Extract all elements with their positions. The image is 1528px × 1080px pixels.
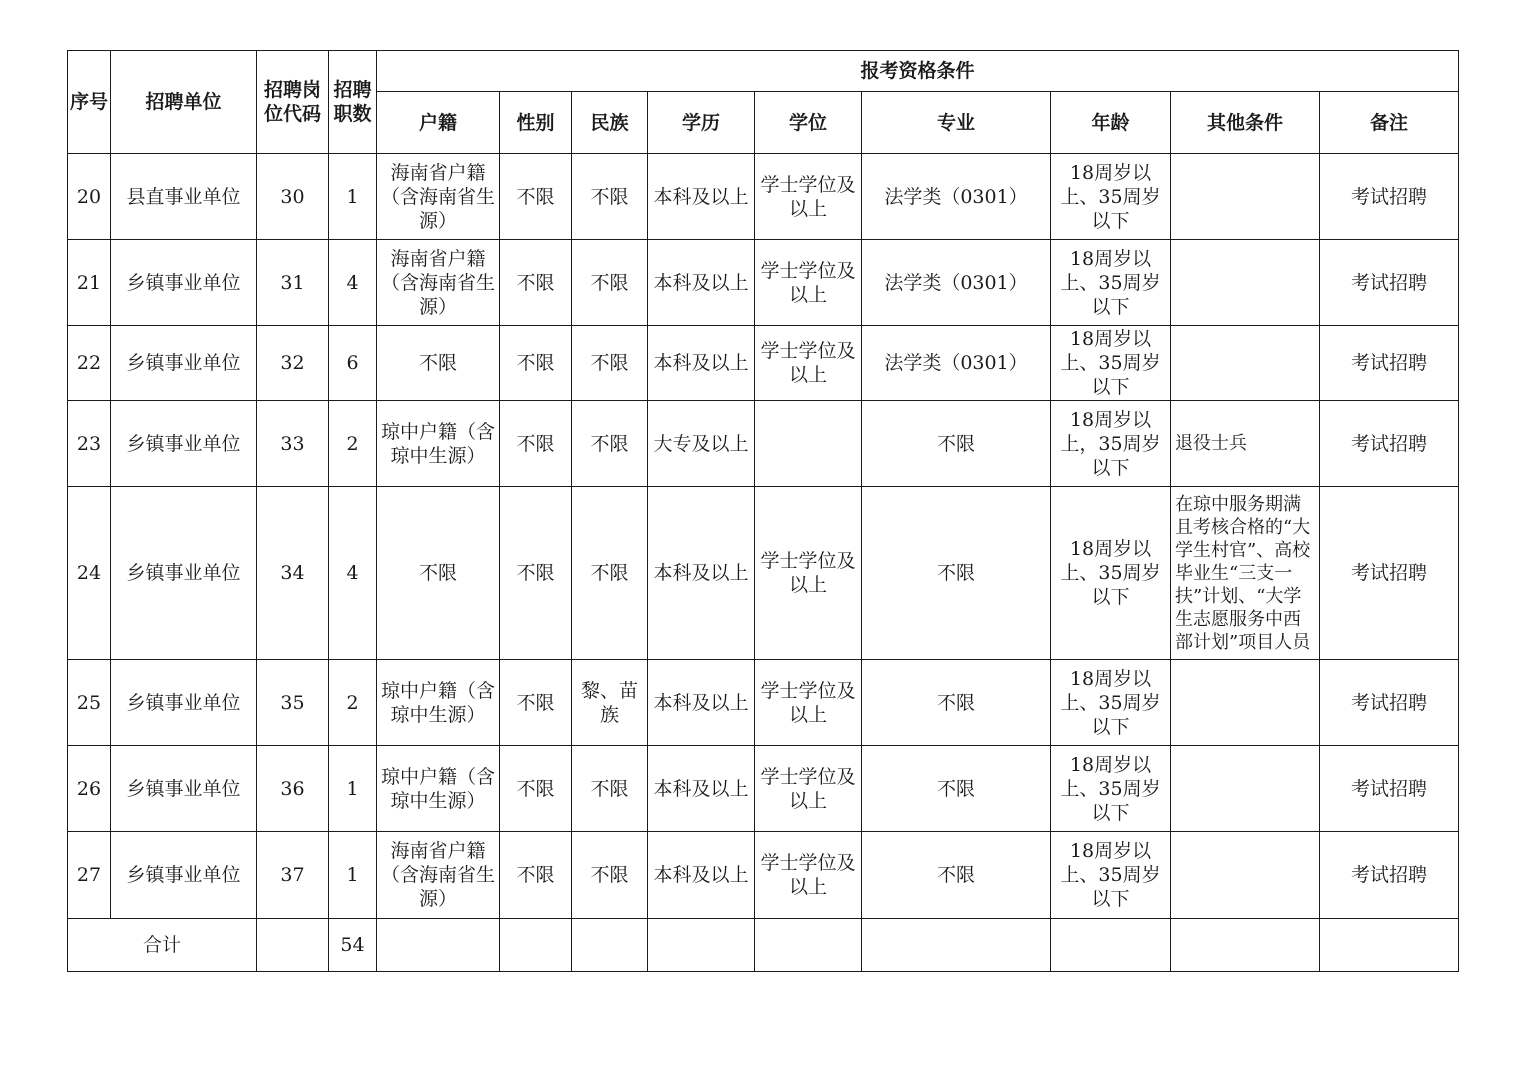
cell-gender	[500, 746, 572, 832]
cell-degree-text: 学士学位及以上	[760, 852, 856, 898]
cell-unit-text: 乡镇事业单位	[126, 271, 241, 294]
total-empty-cell	[1051, 919, 1171, 972]
cell-major	[862, 240, 1051, 326]
cell-huji	[377, 326, 500, 401]
cell-unit-text: 县直事业单位	[126, 185, 241, 208]
cell-seq-text: 24	[76, 562, 102, 584]
cell-seq-text: 21	[76, 271, 102, 294]
cell-seq-text: 25	[76, 691, 102, 714]
cell-age	[1051, 326, 1171, 401]
cell-gender-text: 不限	[516, 185, 555, 208]
cell-ethnic-text: 不限	[590, 352, 629, 374]
cell-unit-text: 乡镇事业单位	[126, 352, 241, 374]
cell-education-text: 本科及以上	[653, 562, 749, 584]
header-row-top	[68, 51, 1459, 92]
header-unit: 招聘单位	[111, 51, 257, 154]
cell-gender	[500, 660, 572, 746]
cell-major	[862, 660, 1051, 746]
cell-degree	[755, 660, 862, 746]
table-body	[68, 154, 1459, 919]
cell-major	[862, 326, 1051, 401]
cell-code-text: 32	[280, 352, 305, 374]
cell-remark-text: 考试招聘	[1351, 185, 1428, 208]
cell-education-text: 本科及以上	[653, 185, 749, 208]
cell-other-text: 在琼中服务期满且考核合格的“大学生村官”、高校毕业生“三支一扶”计划、“大学生志愿服务中西部计划”项目人员	[1175, 493, 1311, 653]
cell-other	[1171, 487, 1320, 660]
cell-remark-text: 考试招聘	[1351, 691, 1428, 714]
cell-unit	[111, 832, 257, 919]
total-row	[68, 919, 1459, 972]
cell-seq	[68, 154, 111, 240]
cell-major	[862, 487, 1051, 660]
cell-age-text: 18周岁以上、35周岁以下	[1060, 538, 1161, 608]
cell-other	[1171, 746, 1320, 832]
cell-major-text: 不限	[936, 691, 975, 714]
table-row	[68, 487, 1459, 660]
cell-count-text: 4	[346, 562, 359, 584]
cell-remark	[1320, 326, 1459, 401]
cell-gender-text: 不限	[516, 352, 555, 374]
cell-unit-text: 乡镇事业单位	[126, 864, 241, 886]
cell-code-text: 37	[280, 864, 305, 886]
cell-code-text: 33	[280, 432, 305, 455]
cell-remark	[1320, 487, 1459, 660]
cell-ethnic-text: 不限	[590, 562, 629, 584]
cell-count	[329, 746, 377, 832]
cell-count-text: 6	[346, 352, 359, 374]
cell-other	[1171, 154, 1320, 240]
cell-code	[257, 832, 329, 919]
cell-ethnic	[572, 326, 648, 401]
cell-code-text: 34	[280, 562, 305, 584]
header-code: 招聘岗位代码	[257, 51, 329, 154]
cell-code-text: 31	[280, 271, 305, 294]
cell-education	[648, 746, 755, 832]
cell-degree	[755, 487, 862, 660]
cell-other	[1171, 240, 1320, 326]
cell-remark-text: 考试招聘	[1351, 271, 1428, 294]
cell-unit	[111, 401, 257, 487]
cell-gender	[500, 326, 572, 401]
cell-code	[257, 401, 329, 487]
cell-seq	[68, 401, 111, 487]
cell-age	[1051, 832, 1171, 919]
cell-unit	[111, 746, 257, 832]
cell-other	[1171, 401, 1320, 487]
cell-count	[329, 401, 377, 487]
cell-age	[1051, 240, 1171, 326]
cell-unit-text: 乡镇事业单位	[126, 777, 241, 800]
cell-unit	[111, 154, 257, 240]
cell-seq	[68, 832, 111, 919]
cell-remark	[1320, 660, 1459, 746]
cell-gender-text: 不限	[516, 432, 555, 455]
cell-count-text: 1	[346, 185, 359, 208]
cell-code	[257, 660, 329, 746]
cell-ethnic-text: 不限	[590, 185, 629, 208]
cell-ethnic-text: 不限	[590, 271, 629, 294]
cell-major-text: 不限	[936, 777, 975, 800]
cell-gender	[500, 240, 572, 326]
cell-seq-text: 20	[76, 185, 102, 208]
cell-education-text: 本科及以上	[653, 352, 749, 374]
total-empty-cell	[500, 919, 572, 972]
cell-seq	[68, 746, 111, 832]
table-row	[68, 240, 1459, 326]
cell-code-text: 36	[280, 777, 305, 800]
cell-unit-text: 乡镇事业单位	[126, 562, 241, 584]
table-row	[68, 326, 1459, 401]
cell-education	[648, 832, 755, 919]
cell-ethnic	[572, 746, 648, 832]
header-major: 专业	[862, 92, 1051, 154]
cell-seq-text: 23	[76, 432, 102, 455]
header-ethnic: 民族	[572, 92, 648, 154]
cell-education	[648, 401, 755, 487]
cell-code	[257, 326, 329, 401]
cell-remark-text: 考试招聘	[1351, 562, 1428, 584]
cell-degree-text: 学士学位及以上	[760, 259, 856, 306]
cell-ethnic	[572, 832, 648, 919]
recruitment-table	[67, 50, 1459, 972]
cell-major-text: 不限	[936, 864, 975, 886]
header-count: 招聘职数	[329, 51, 377, 154]
cell-age	[1051, 401, 1171, 487]
cell-count	[329, 326, 377, 401]
cell-major-text: 不限	[936, 562, 975, 584]
cell-ethnic	[572, 240, 648, 326]
cell-huji-text: 琼中户籍（含琼中生源）	[380, 679, 495, 726]
cell-unit-text: 乡镇事业单位	[126, 432, 241, 455]
cell-remark	[1320, 154, 1459, 240]
cell-major	[862, 401, 1051, 487]
cell-degree	[755, 154, 862, 240]
header-conditions: 报考资格条件	[377, 51, 1459, 92]
header-remark: 备注	[1320, 92, 1459, 154]
cell-gender-text: 不限	[516, 864, 555, 886]
total-empty-cell	[572, 919, 648, 972]
cell-age	[1051, 154, 1171, 240]
table-row	[68, 832, 1459, 919]
cell-education-text: 本科及以上	[653, 691, 749, 714]
header-other: 其他条件	[1171, 92, 1320, 154]
header-education: 学历	[648, 92, 755, 154]
header-seq: 序号	[68, 51, 111, 154]
cell-count-text: 1	[346, 864, 359, 886]
cell-remark	[1320, 746, 1459, 832]
cell-ethnic-text: 不限	[590, 864, 629, 886]
cell-ethnic-text: 黎、苗族	[580, 679, 638, 726]
cell-count-text: 4	[346, 271, 359, 294]
cell-unit	[111, 660, 257, 746]
total-label: 合计	[68, 919, 257, 972]
cell-huji	[377, 746, 500, 832]
cell-other	[1171, 660, 1320, 746]
cell-ethnic	[572, 154, 648, 240]
cell-degree-text: 学士学位及以上	[760, 340, 856, 386]
cell-major-text: 法学类（0301）	[884, 185, 1028, 208]
cell-major	[862, 746, 1051, 832]
cell-age-text: 18周岁以上、35周岁以下	[1060, 328, 1161, 398]
cell-gender	[500, 832, 572, 919]
cell-remark-text: 考试招聘	[1351, 352, 1428, 374]
cell-age-text: 18周岁以上、35周岁以下	[1060, 753, 1161, 824]
cell-gender-text: 不限	[516, 777, 555, 800]
cell-degree-text: 学士学位及以上	[760, 173, 856, 220]
cell-seq-text: 27	[76, 864, 102, 886]
cell-code	[257, 487, 329, 660]
cell-other-text: 退役士兵	[1175, 433, 1247, 454]
cell-remark-text: 考试招聘	[1351, 777, 1428, 800]
cell-huji-text: 海南省户籍（含海南省生源）	[380, 247, 495, 318]
header-huji: 户籍	[377, 92, 500, 154]
cell-count	[329, 487, 377, 660]
cell-huji	[377, 240, 500, 326]
cell-huji	[377, 487, 500, 660]
cell-huji	[377, 660, 500, 746]
cell-age	[1051, 660, 1171, 746]
table-row	[68, 154, 1459, 240]
cell-other	[1171, 832, 1320, 919]
cell-education	[648, 154, 755, 240]
cell-education-text: 本科及以上	[653, 271, 749, 294]
cell-major-text: 不限	[936, 432, 975, 455]
cell-code	[257, 154, 329, 240]
cell-huji-text: 海南省户籍（含海南省生源）	[380, 840, 495, 910]
cell-remark-text: 考试招聘	[1351, 432, 1428, 455]
cell-gender-text: 不限	[516, 691, 555, 714]
cell-huji	[377, 154, 500, 240]
cell-gender-text: 不限	[516, 562, 555, 584]
cell-seq	[68, 326, 111, 401]
cell-education	[648, 660, 755, 746]
cell-count-text: 1	[346, 777, 359, 800]
table-row	[68, 660, 1459, 746]
header-gender: 性别	[500, 92, 572, 154]
cell-ethnic	[572, 401, 648, 487]
cell-major-text: 法学类（0301）	[884, 271, 1028, 294]
cell-unit	[111, 326, 257, 401]
cell-degree-text: 学士学位及以上	[760, 550, 856, 596]
total-empty-cell	[1320, 919, 1459, 972]
cell-age	[1051, 487, 1171, 660]
cell-remark	[1320, 240, 1459, 326]
header-degree: 学位	[755, 92, 862, 154]
cell-age-text: 18周岁以上，35周岁以下	[1060, 408, 1161, 479]
cell-seq-text: 26	[76, 777, 102, 800]
cell-degree	[755, 746, 862, 832]
cell-count-text: 2	[346, 691, 359, 714]
cell-unit	[111, 487, 257, 660]
cell-code	[257, 746, 329, 832]
cell-huji	[377, 832, 500, 919]
cell-gender-text: 不限	[516, 271, 555, 294]
cell-count	[329, 660, 377, 746]
cell-major	[862, 832, 1051, 919]
table-row	[68, 401, 1459, 487]
cell-seq	[68, 487, 111, 660]
cell-unit	[111, 240, 257, 326]
cell-huji-text: 海南省户籍（含海南省生源）	[380, 161, 495, 232]
cell-degree	[755, 832, 862, 919]
cell-degree	[755, 401, 862, 487]
cell-education	[648, 487, 755, 660]
cell-age-text: 18周岁以上、35周岁以下	[1060, 161, 1161, 232]
cell-major-text: 法学类（0301）	[884, 352, 1028, 374]
cell-education	[648, 240, 755, 326]
cell-degree	[755, 326, 862, 401]
cell-code-text: 30	[280, 185, 305, 208]
cell-education	[648, 326, 755, 401]
total-empty-cell	[377, 919, 500, 972]
cell-huji-text: 琼中户籍（含琼中生源）	[380, 420, 495, 467]
cell-degree	[755, 240, 862, 326]
cell-huji-text: 不限	[418, 562, 457, 584]
cell-ethnic	[572, 660, 648, 746]
cell-gender	[500, 154, 572, 240]
cell-code-text: 35	[280, 691, 305, 714]
cell-count	[329, 832, 377, 919]
cell-age-text: 18周岁以上、35周岁以下	[1060, 247, 1161, 318]
cell-ethnic-text: 不限	[590, 777, 629, 800]
cell-education-text: 本科及以上	[653, 777, 749, 800]
total-empty-cell	[755, 919, 862, 972]
total-count: 54	[329, 919, 377, 972]
table-row	[68, 746, 1459, 832]
header-age: 年龄	[1051, 92, 1171, 154]
cell-unit-text: 乡镇事业单位	[126, 691, 241, 714]
cell-education-text: 大专及以上	[653, 432, 749, 455]
cell-remark	[1320, 832, 1459, 919]
cell-major	[862, 154, 1051, 240]
cell-count	[329, 240, 377, 326]
cell-code	[257, 240, 329, 326]
cell-ethnic-text: 不限	[590, 432, 629, 455]
cell-gender	[500, 487, 572, 660]
cell-seq-text: 22	[76, 352, 102, 374]
cell-huji-text: 琼中户籍（含琼中生源）	[380, 765, 495, 812]
cell-age	[1051, 746, 1171, 832]
cell-degree-text: 学士学位及以上	[760, 679, 856, 726]
cell-age-text: 18周岁以上、35周岁以下	[1060, 667, 1161, 738]
total-empty-cell	[862, 919, 1051, 972]
cell-gender	[500, 401, 572, 487]
cell-remark-text: 考试招聘	[1351, 864, 1428, 886]
cell-degree-text: 学士学位及以上	[760, 765, 856, 812]
cell-count	[329, 154, 377, 240]
total-code-cell	[257, 919, 329, 972]
cell-ethnic	[572, 487, 648, 660]
cell-education-text: 本科及以上	[653, 864, 749, 886]
cell-age-text: 18周岁以上、35周岁以下	[1060, 840, 1161, 910]
cell-huji	[377, 401, 500, 487]
total-empty-cell	[648, 919, 755, 972]
cell-huji-text: 不限	[418, 352, 457, 374]
cell-other	[1171, 326, 1320, 401]
cell-count-text: 2	[346, 432, 359, 455]
cell-seq	[68, 660, 111, 746]
total-empty-cell	[1171, 919, 1320, 972]
cell-remark	[1320, 401, 1459, 487]
cell-seq	[68, 240, 111, 326]
